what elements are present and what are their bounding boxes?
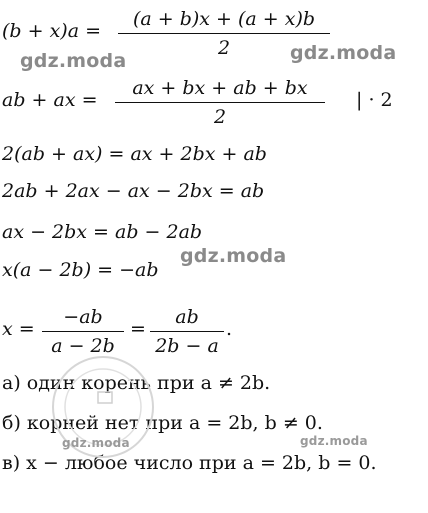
equation-line-6: x(a − 2b) = −ab	[2, 259, 159, 281]
fraction-numerator: ax + bx + ab + bx	[132, 77, 308, 99]
fraction-numerator: ab	[175, 306, 199, 328]
equation-line-2-lhs: ab + ax =	[2, 89, 98, 111]
fraction-bar	[150, 331, 224, 332]
fraction-numerator: (a + b)x + (a + x)b	[132, 8, 316, 30]
fraction-numerator: −ab	[63, 306, 103, 328]
watermark-text: gdz.moda	[290, 42, 397, 64]
fraction-bar	[42, 331, 124, 332]
fraction-denominator: 2b − a	[155, 335, 219, 357]
equation-line-2-fraction	[115, 77, 325, 128]
watermark-text: gdz.moda	[180, 245, 287, 267]
answer-a: а) один корень при a ≠ 2b.	[2, 372, 271, 394]
watermark-text: gdz.moda	[20, 50, 127, 72]
fraction-denominator: 2	[213, 106, 227, 128]
fraction-bar	[118, 33, 330, 34]
fraction-bar	[115, 102, 325, 103]
equation-line-1-lhs: (b + x)a =	[2, 20, 101, 42]
period: .	[226, 318, 233, 340]
answer-b: б) корней нет при a = 2b, b ≠ 0.	[2, 412, 323, 434]
fraction-denominator: 2	[217, 37, 231, 59]
solution-fraction-1	[42, 306, 124, 357]
answer-c: в) x − любое число при a = 2b, b = 0.	[2, 452, 377, 474]
equation-line-7-lhs: x =	[2, 318, 35, 340]
watermark-text: gdz.moda	[62, 436, 130, 450]
equation-line-3: 2(ab + ax) = ax + 2bx + ab	[2, 143, 267, 165]
equation-line-4: 2ab + 2ax − ax − 2bx = ab	[2, 180, 265, 202]
watermark-text: gdz.moda	[300, 434, 368, 448]
multiply-both-sides-note: | · 2	[356, 89, 393, 111]
fraction-denominator: a − 2b	[51, 335, 115, 357]
equals-sign: =	[130, 318, 146, 340]
equation-line-5: ax − 2bx = ab − 2ab	[2, 221, 203, 243]
solution-fraction-2	[150, 306, 224, 357]
